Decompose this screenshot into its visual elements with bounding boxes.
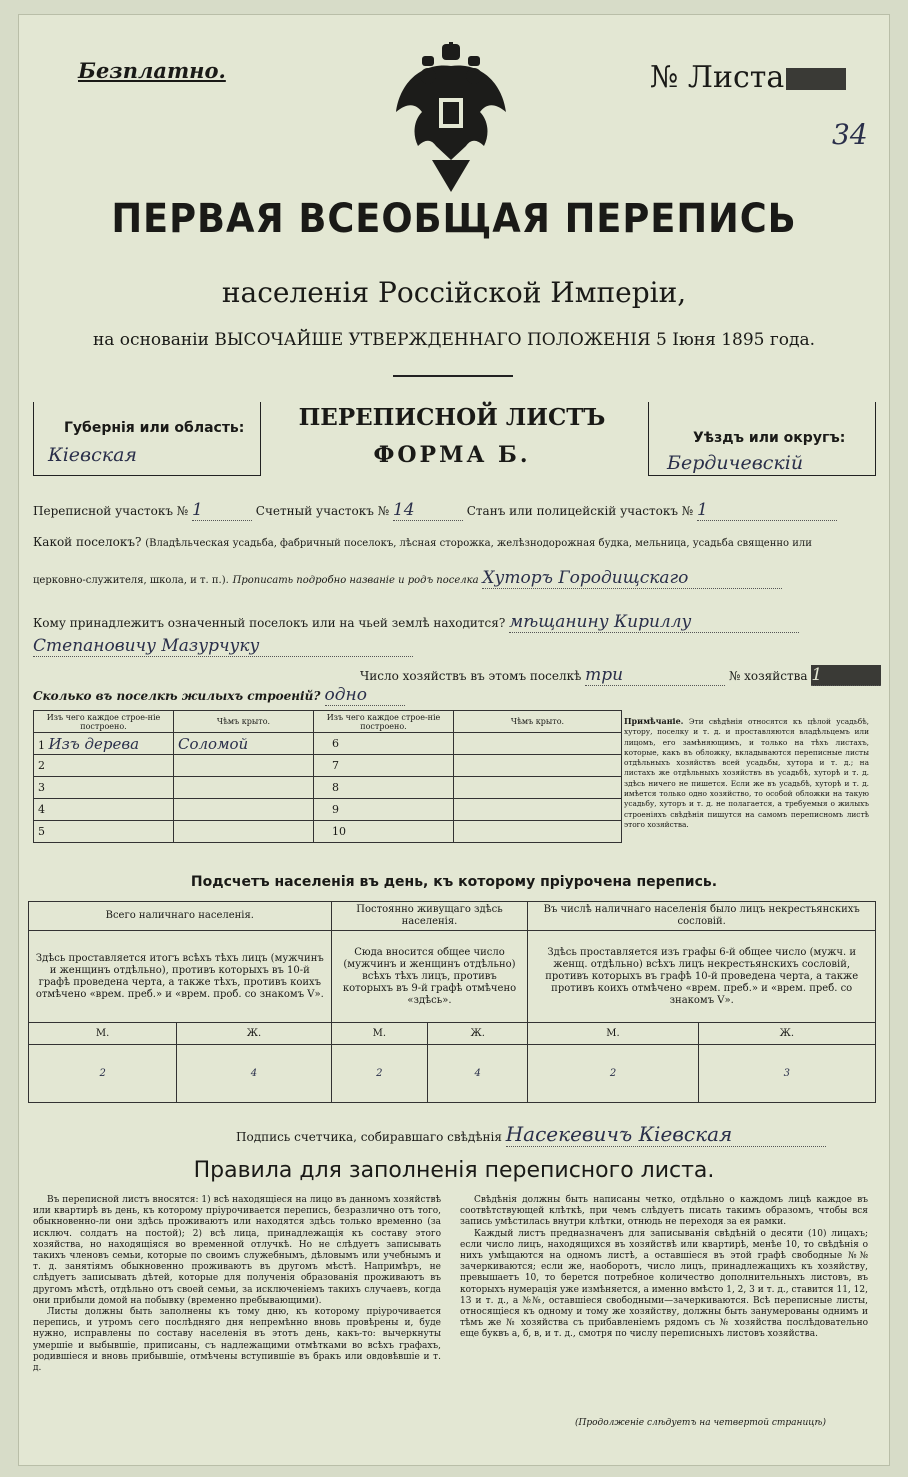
sheet-number-redaction [786,68,846,90]
police-section-value: 1 [697,500,837,521]
free-label: Безплатно. [78,58,226,83]
nonpeasant-female: 3 [698,1045,875,1103]
continued-note: (Продолженіе слѣдуетъ на четвертой страницѣ) [575,1418,827,1428]
resident-female: 4 [428,1045,528,1103]
summary-values-row [29,1045,876,1103]
households-value: три [585,665,725,686]
owner-value-1: мѣщанину Кириллу [509,612,799,633]
buildings-line: Сколько въ поселкѣ жилыхъ строеній? одно [33,685,405,706]
census-section-value: 1 [192,500,252,521]
district-value: Бердичевскій [667,452,804,474]
summary-title: Подсчетъ населенія въ день, къ которому пріурочена перепись. [190,874,718,890]
district-box: Уѣздъ или округъ: Бердичевскій [648,402,876,476]
divider [393,375,513,377]
main-title: ПЕРВАЯ ВСЕОБЩАЯ ПЕРЕПИСЬ [111,196,797,242]
buildings-value: одно [325,685,405,706]
owner-value-2: Степановичу Мазурчуку [33,636,413,657]
settlement-line-2: церковно-служителя, школа, и т. п.). Прописать подробно названіе и родъ поселка Хуторъ Городищскаго [33,568,782,589]
present-male: 2 [29,1045,177,1103]
note-text: Примѣчаніе. Эти свѣдѣнія относятся къ цѣлой усадьбѣ, хутору, поселку и т. д. и проставляются владѣльцемъ или лицомъ, его замѣняющимъ, и только на тѣхъ листахъ, которые, какъ въ обложку, вкладываются переписные листы отдѣльныхъ хозяйствъ всей усадьбы, хутора и т. д.; на листахъ же отдѣльныхъ хозяйствъ въ усадьбѣ, хуторѣ и т. д. здѣсь ничего не пишется. Если же въ усадьбѣ, хуторѣ и т. д. имѣется только одно хозяйство, то особой обложки на такую усадьбу, хуторъ и т. д. не полагается, а требуемыя о жилыхъ строеніяхъ свѣдѣнія пишутся на самомъ переписномъ листѣ этого хозяйства. [624,716,869,829]
subtitle: населенія Россійской Имперіи, [221,276,687,309]
present-female: 4 [177,1045,331,1103]
households-line: Число хозяйствъ въ этомъ поселкѣ три № хозяйства 1 [360,665,881,686]
province-box: Губернія или область: Кіевская [33,402,261,476]
count-section-value: 14 [393,500,463,521]
sections-line: Переписной участокъ № 1 Счетный участокъ № 14 Станъ или полицейскій участокъ № 1 [33,500,837,521]
rules-right-column: Свѣдѣнія должны быть написаны четко, отдѣльно о каждомъ лицѣ каждое въ соотвѣтствующей клѣткѣ, при чемъ слѣдуетъ писать такимъ образомъ, чтобы вся запись умѣстилась внутри клѣтки, отнюдь не переходя за ея рамки. Каждый листъ предназначенъ для записыванія свѣдѣній о десяти (10) лицахъ; если число лицъ, находящихся въ хозяйствѣ или квартирѣ, менѣе 10, то свѣдѣнія о нихъ умѣщаются на одномъ листѣ, а оставшіеся въ этой графѣ свободные №№ зачеркиваются; если же, наоборотъ, число лицъ, принадлежащихъ къ хозяйству, превышаетъ 10, то берется потребное количество дополнительныхъ листовъ, въ которыхъ нумерація уже измѣняется, а именно вмѣсто 1, 2, 3 и т. д., ставится 11, 12, 13 и т. д., а №№, оставшіеся свободными—зачеркиваются. Всѣ переписные листы, относящіеся къ одному и тому же хозяйству, должны быть занумерованы однимъ и тѣмъ же № хозяйства съ прибавленіемъ рядомъ съ № хозяйства послѣдовательно еще буквъ а, б, в, и т. д., смотря по числу переписныхъ листовъ хозяйства. [460,1195,868,1340]
table-row: 1 Изъ дерева Соломой 6 [34,733,622,755]
table-row: 4 9 [34,799,622,821]
table-row: 3 8 [34,777,622,799]
form-name: ФОРМА Б. [373,442,531,468]
rules-title: Правила для заполненія переписного листа. [193,1158,715,1183]
form-title: ПЕРЕПИСНОЙ ЛИСТЪ [298,404,606,431]
signature-value: Насекевичъ Кіевская [506,1122,826,1147]
settlement-line: Какой поселокъ? (Владѣльческая усадьба, фабричный поселокъ, лѣсная сторожка, желѣзнодорожная будка, мельница, усадьба священно или [33,535,812,549]
table-row: 5 10 [34,821,622,843]
table-header-row: Изъ чего каждое строе-ніе построено. Чѣмъ крыто. Изъ чего каждое строе-ніе построено. Чѣмъ крыто. [34,711,622,733]
owner-line: Кому принадлежитъ означенный поселокъ или на чьей землѣ находится? мѣщанину Кириллу [33,612,799,633]
household-no-value: 1 [811,665,881,686]
owner-line-2 [33,636,413,657]
signature-line: Подпись счетчика, собиравшаго свѣдѣнія Насекевичъ Кіевская [236,1122,826,1147]
page-number: 34 [832,118,868,151]
double-headed-eagle-icon [392,42,510,192]
table-row: 2 7 [34,755,622,777]
nonpeasant-male: 2 [528,1045,698,1103]
rules-left-column: Въ переписной листъ вносятся: 1) всѣ находящіеся на лицо въ данномъ хозяйствѣ или квартирѣ въ день, къ которому пріурочивается перепись, безразлично отъ того, обыкновенно-ли они здѣсь проживаютъ или находятся здѣсь только временно (за исключ. солдатъ на постой); 2) всѣ лица, принадлежащія къ составу этого хозяйства, но находящіяся во временной отлучкѣ. Но не слѣдуетъ записывать такихъ членовъ семьи, которые по своимъ служебнымъ, дѣловымъ или учебнымъ и т. д. занятіямъ обыкновенно проживаютъ въ другомъ мѣстѣ. Напримѣръ, не слѣдуетъ записывать дѣтей, которые для полученія образованія проживаютъ въ другомъ мѣстѣ, отдѣльно отъ своей семьи, за исключеніемъ такихъ случаевъ, когда они прибыли домой на побывку (временно пребывающими). Листы должны быть заполнены къ тому дню, къ которому пріурочивается перепись, и утромъ сего послѣдняго дня непремѣнно вновь провѣрены и, буде нужно, исправлены по составу населенія въ этотъ день, какъ-то: вычеркнуты умершіе и выбывшіе, приписаны, съ надлежащими отмѣтками во всѣхъ графахъ, родившіеся и вновь прибывшіе, отмѣчены вступившіе въ бракъ или овдовѣвшіе и т. д. [33,1195,441,1374]
summary-table: Всего наличнаго населенія. Постоянно живущаго здѣсь населенія. Въ числѣ наличнаго населенія было лицъ некрестьянскихъ сословій. Здѣсь проставляется итогъ всѣхъ тѣхъ лицъ (мужчинъ и женщинъ отдѣльно), противъ которыхъ въ 10-й графѣ проведена черта, а также тѣхъ, противъ коихъ отмѣчено «врем. преб.» и «врем. проб. со знакомъ V». Сюда вносится общее число (мужчинъ и женщинъ отдѣльно) всѣхъ тѣхъ лицъ, противъ которыхъ въ 9-й графѣ отмѣчено «здѣсь». Здѣсь проставляется изъ графы 6-й общее число (мужч. и женщ. отдѣльно) всѣхъ лицъ некрестьянскихъ сословій, противъ которыхъ въ графѣ 10-й проведена черта, а также противъ коихъ отмѣчено «врем. преб.» и «врем. преб. со знакомъ V». М. Ж. М. Ж. М. Ж. 2 4 2 4 2 3 [28,901,876,1103]
province-value: Кіевская [48,444,137,466]
resident-male: 2 [331,1045,427,1103]
basis-line: на основаніи ВЫСОЧАЙШЕ УТВЕРЖДЕННАГО ПОЛОЖЕНІЯ 5 Іюня 1895 года. [92,330,816,350]
sheet-number: № Листа [650,60,846,95]
buildings-table [33,710,622,843]
settlement-value: Хуторъ Городищскаго [482,568,782,589]
